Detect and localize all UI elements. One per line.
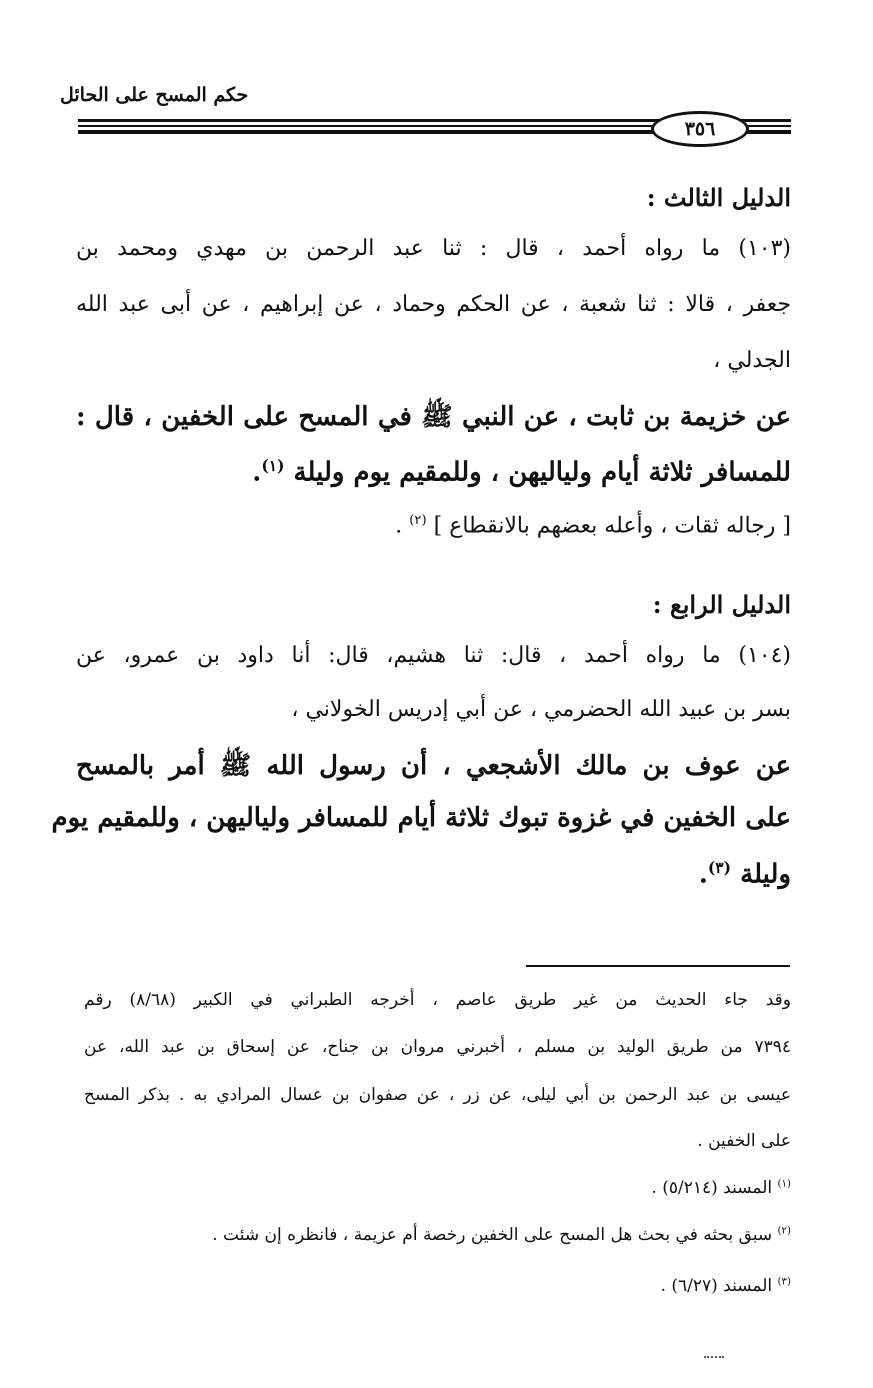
footnote-continued-line2: ٧٣٩٤ من طريق الوليد بن مسلم ، أخبرني مروان بن جناح، عن إسحاق بن عبد الله، عن (84, 1037, 791, 1057)
section4-matn-line3: وليلة $^{(٣)}$. (698, 858, 791, 890)
section3-isnad-line3: الجدلي ، (713, 348, 791, 373)
section3-matn-line2: للمسافر ثلاثة أيام ولياليهن ، وللمقيم يوم وليلة $^{(١)}$. (252, 456, 791, 488)
section3-isnad-line2: جعفر ، قالا : ثنا شعبة ، عن الحكم وحماد ، عن إبراهيم ، عن أبى عبد الله (76, 292, 791, 317)
section4-matn-line1: عن عوف بن مالك الأشجعي ، أن رسول الله ﷺ أمر بالمسح (76, 751, 792, 781)
section4-matn-line2: على الخفين في غزوة تبوك ثلاثة أيام للمسافر ولياليهن ، وللمقيم يوم (51, 803, 791, 833)
footnote-separator (526, 965, 790, 967)
footnote-continued-line3: عيسى بن عبد الرحمن بن أبي ليلى، عن زر ، عن صفوان بن عسال المرادي به . بذكر المسح (84, 1085, 791, 1105)
running-title: حكم المسح على الحائل (60, 84, 249, 106)
footnote-2-text: سبق بحثه في بحث هل المسح على الخفين رخصة أم عزيمة ، فانظره إن شئت . (212, 1225, 773, 1245)
footnote-ref-2: (٢) (409, 513, 427, 528)
footnote-3-marker: (٣) (777, 1276, 791, 1288)
footnote-2-marker: (٢) (777, 1225, 791, 1237)
section3-matn-line1: عن خزيمة بن ثابت ، عن النبي ﷺ في المسح على الخفين ، قال : (76, 402, 791, 432)
section3-isnad-line1: (١٠٣) ما رواه أحمد ، قال : ثنا عبد الرحمن بن مهدي ومحمد بن (76, 236, 791, 261)
footnote-continued-line4: على الخفين . (697, 1131, 791, 1151)
section4-isnad-line2: بسر بن عبيد الله الحضرمي ، عن أبي إدريس الخولاني ، (291, 697, 791, 722)
section4-heading: الدليل الرابع : (652, 590, 791, 619)
footnote-2 (212, 1225, 791, 1245)
footnote-1-text: المسند (٥/٢١٤) . (651, 1178, 773, 1198)
footnote-ref-3: (٣) (707, 858, 732, 877)
footnote-continued-line1: وقد جاء الحديث من غير طريق عاصم ، أخرجه الطبراني في الكبير (٨/٦٨) رقم (84, 990, 791, 1010)
footnote-1-marker: (١) (777, 1178, 791, 1190)
footnote-3 (661, 1276, 791, 1296)
footnote-1 (651, 1178, 791, 1198)
section3-grading-text: [ رجاله ثقات ، وأعله بعضهم بالانقطاع ] (433, 513, 791, 539)
section4-isnad-line1: (١٠٤) ما رواه أحمد ، قال: ثنا هشيم، قال: أنا داود بن عمرو، عن (76, 643, 791, 668)
footnote-3-text: المسند (٦/٢٧) . (660, 1276, 773, 1296)
section3-heading: الدليل الثالث : (646, 183, 791, 212)
section3-grading: [ رجاله ثقات ، وأعله بعضهم بالانقطاع ] $^{(٢)}$ . (395, 513, 791, 539)
page-corner-mark (704, 1356, 724, 1360)
section3-matn-line2-text: للمسافر ثلاثة أيام ولياليهن ، وللمقيم يوم وليلة (293, 457, 791, 488)
footnote-ref-1: (١) (261, 456, 285, 475)
page-number: ٣٥٦ (651, 111, 749, 147)
section4-matn-line3-text: وليلة (740, 859, 791, 890)
